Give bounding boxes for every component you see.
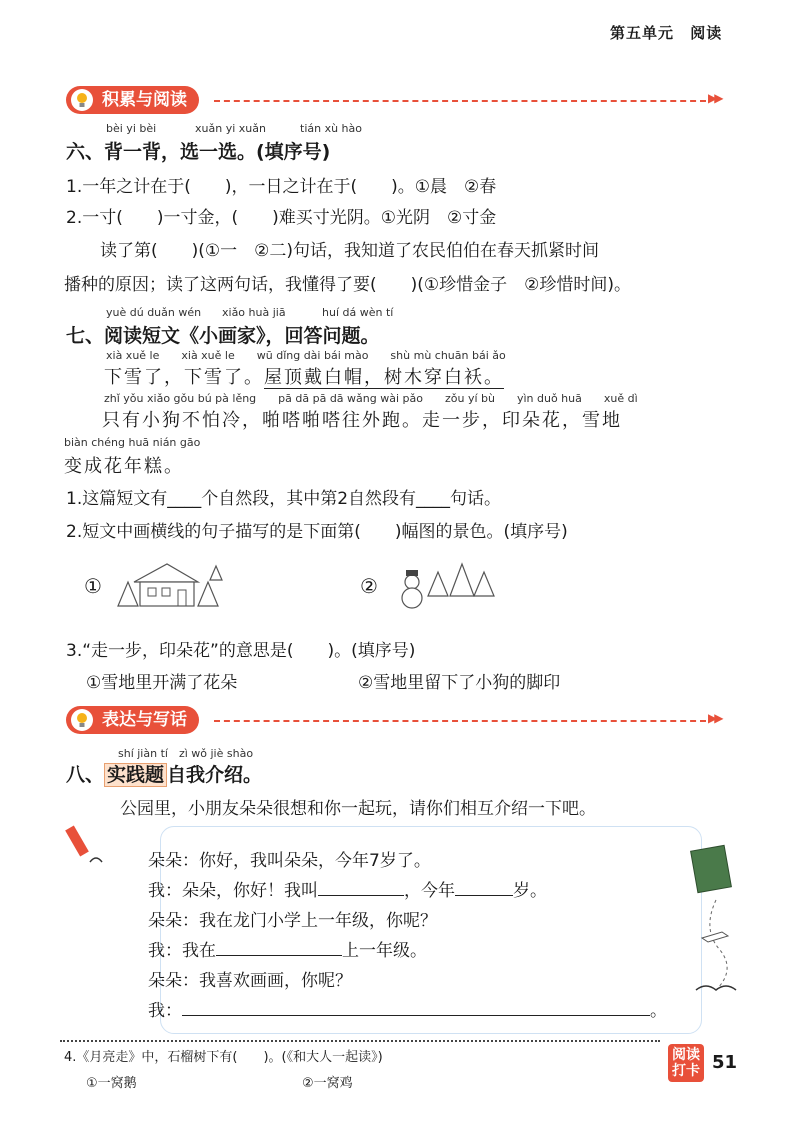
- passage-line: 只有小狗不怕冷，啪嗒啪嗒往外跑。走一步，印朵花，雪地: [102, 410, 622, 431]
- pinyin: xiǎo huà jiā: [222, 306, 286, 319]
- question-6-line: 读了第( )(①一 ②二)句话，我知道了农民伯伯在春天抓紧时间: [100, 241, 600, 261]
- option-1: ①雪地里开满了花朵: [86, 673, 238, 693]
- dialogue-line: [148, 936, 427, 961]
- dialogue-text: 。: [650, 1001, 667, 1021]
- dialogue-text: 上一年级。: [342, 941, 427, 961]
- pinyin: shí jiàn tí zì wǒ jiè shào: [118, 747, 254, 760]
- footer-divider: [60, 1040, 660, 1042]
- dialogue-line: 朵朵：你好，我叫朵朵，今年7岁了。: [148, 851, 431, 871]
- question-8-intro: 公园里，小朋友朵朵很想和你一起玩，请你们相互介绍一下吧。: [120, 799, 596, 819]
- footer-option-2: ②一窝鸡: [302, 1076, 353, 1091]
- dialogue-text: 我：我在: [148, 941, 216, 961]
- section-title: 表达与写话: [102, 710, 187, 730]
- dialogue-line: 朵朵：我喜欢画画，你呢？: [148, 971, 352, 991]
- dialogue-line: [148, 996, 667, 1021]
- page-header: [610, 22, 722, 43]
- section-title: 积累与阅读: [102, 90, 187, 110]
- pinyin: huí dá wèn tí: [322, 306, 394, 319]
- page-number: 51: [712, 1052, 738, 1073]
- dialogue-line: [148, 876, 547, 901]
- pinyin: biàn chéng huā nián gāo: [64, 436, 201, 449]
- arrow-icon: ▶▶: [708, 711, 721, 725]
- pinyin: yuè dú duǎn wén: [106, 306, 202, 319]
- hobby-blank[interactable]: [182, 997, 650, 1016]
- question-6-title: 六、背一背，选一选。(填序号): [66, 141, 331, 163]
- dialogue-text: 我：朵朵，你好！我叫: [148, 881, 318, 901]
- picture-1-label: ①: [84, 574, 102, 598]
- question-8-title: [66, 760, 262, 787]
- lightbulb-icon: [71, 89, 93, 111]
- question-7-3: 3.“走一步，印朵花”的意思是( )。(填序号): [66, 641, 416, 661]
- question-text: 自我介绍。: [167, 764, 263, 786]
- dialogue-text: ，今年: [404, 881, 455, 901]
- pinyin: zhǐ yǒu xiǎo gǒu bú pà lěng pā dā pā dā wǎng wài pǎo zǒu yí bù yìn duǒ huā xuě dì: [104, 392, 638, 405]
- pencil-icon: [64, 822, 112, 870]
- question-6-line: 1.一年之计在于( )，一日之计在于( )。①晨 ②春: [66, 177, 497, 197]
- picture-2-label: ②: [360, 574, 378, 598]
- passage-line: 变成花年糕。: [64, 456, 184, 477]
- snowman-trees-picture: [398, 558, 498, 610]
- pinyin: xià xuě le xià xuě le wū dǐng dài bái mào shù mù chuān bái ǎo: [106, 349, 506, 362]
- arrow-icon: ▶▶: [708, 91, 721, 105]
- option-2: ②雪地里留下了小狗的脚印: [358, 673, 561, 693]
- dialogue-text: 岁。: [513, 881, 547, 901]
- dialogue-line: 朵朵：我在龙门小学上一年级，你呢？: [148, 911, 437, 931]
- pinyin: tián xù hào: [300, 122, 362, 135]
- pinyin: xuǎn yi xuǎn: [195, 122, 266, 135]
- question-7-2: 2.短文中画横线的句子描写的是下面第( )幅图的景色。(填序号): [66, 522, 568, 542]
- dialogue-text: 我：: [148, 1001, 182, 1021]
- name-blank[interactable]: [318, 877, 404, 896]
- footer-option-1: ①一窝鹅: [86, 1076, 137, 1091]
- lightbulb-icon: [71, 709, 93, 731]
- footer-question: 4.《月亮走》中，石榴树下有( )。(《和大人一起读》): [64, 1050, 383, 1065]
- divider: [214, 100, 706, 102]
- underlined-sentence: 屋顶戴白帽，树木穿白袄。: [264, 367, 504, 388]
- house-snow-picture: [112, 556, 224, 608]
- decoration: [686, 840, 746, 1020]
- divider: [214, 720, 706, 722]
- question-6-line: 播种的原因；读了这两句话，我懂得了要( )(①珍惜金子 ②珍惜时间)。: [64, 275, 632, 295]
- age-blank[interactable]: [455, 877, 513, 896]
- school-blank[interactable]: [216, 937, 342, 956]
- pinyin: bèi yi bèi: [106, 122, 157, 135]
- stamp-line: 阅读: [672, 1047, 700, 1063]
- section-label: 阅读: [690, 24, 723, 42]
- reading-checkin-stamp[interactable]: [668, 1044, 704, 1082]
- unit-label: 第五单元: [610, 24, 675, 42]
- practice-tag: 实践题: [104, 763, 167, 787]
- question-number: 八、: [66, 764, 105, 786]
- question-7-1: 1.这篇短文有____个自然段，其中第2自然段有____句话。: [66, 489, 502, 509]
- passage-line: [104, 363, 504, 389]
- stamp-line: 打卡: [672, 1063, 700, 1079]
- section-banner-writing: [66, 706, 199, 734]
- question-7-title: 七、阅读短文《小画家》，回答问题。: [66, 325, 380, 347]
- passage-text: 下雪了，下雪了。: [104, 367, 264, 388]
- section-banner-reading: [66, 86, 199, 114]
- question-6-line: 2.一寸( )一寸金，( )难买寸光阴。①光阴 ②寸金: [66, 208, 497, 228]
